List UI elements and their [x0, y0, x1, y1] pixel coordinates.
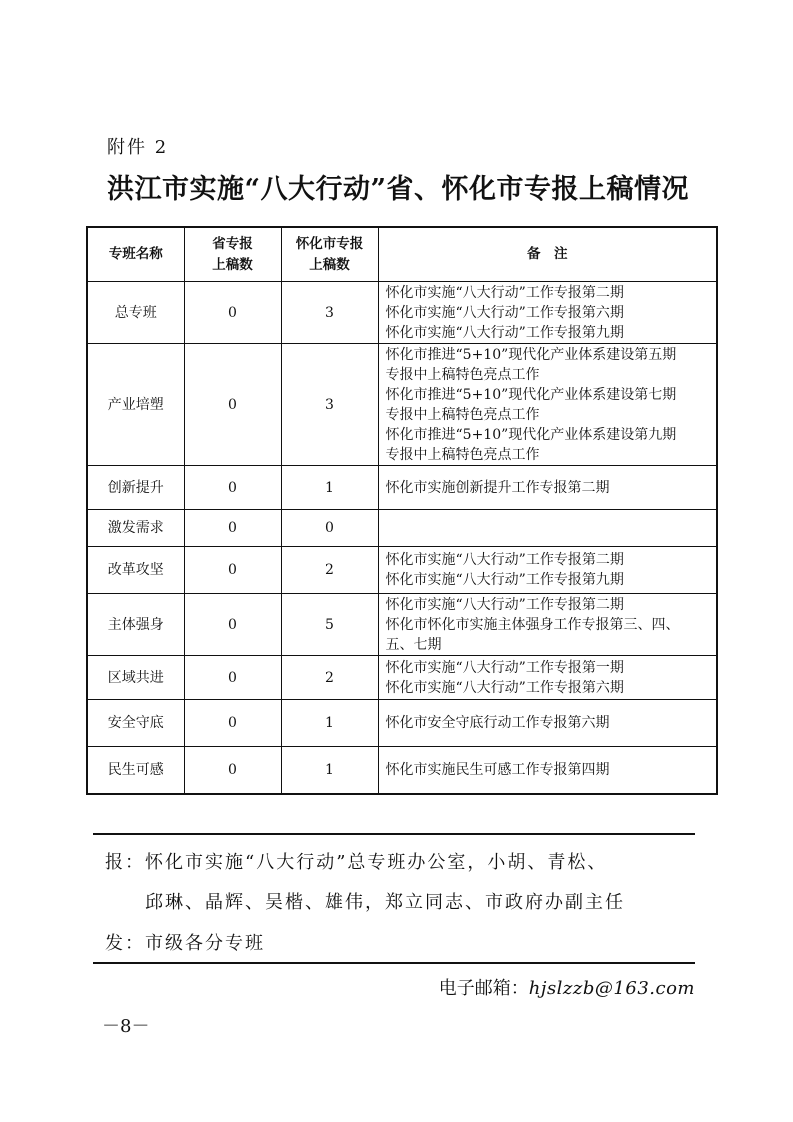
remark-line: 专报中上稿特色亮点工作	[385, 366, 540, 383]
header-huaihua-line2: 上稿数	[309, 256, 350, 273]
remark-line: 怀化市实施创新提升工作专报第二期	[385, 479, 610, 496]
send-line: 发：市级各分专班	[105, 933, 265, 954]
cell-remarks	[378, 656, 717, 700]
email-address: hjslzzb@163.com	[528, 978, 695, 999]
cell-remarks	[378, 282, 717, 344]
cell-huaihua-count: 0	[281, 510, 378, 547]
remark-line: 怀化市怀化市实施主体强身工作专报第三、四、	[385, 616, 680, 633]
remark-line: 怀化市实施“八大行动”工作专报第六期	[385, 304, 624, 321]
header-team-name: 专班名称	[87, 227, 184, 282]
remark-line: 五、七期	[385, 636, 442, 653]
table-row	[87, 510, 717, 547]
bottom-divider	[93, 962, 695, 964]
cell-team-name: 创新提升	[87, 466, 184, 510]
table-row	[87, 282, 717, 344]
cell-huaihua-count: 1	[281, 466, 378, 510]
report-line-2: 邱琳、晶辉、吴楷、雄伟，郑立同志、市政府办副主任	[145, 892, 625, 913]
cell-huaihua-count: 2	[281, 656, 378, 700]
table-row	[87, 344, 717, 466]
cell-huaihua-count: 1	[281, 700, 378, 747]
table-row	[87, 656, 717, 700]
cell-province-count: 0	[184, 510, 281, 547]
header-province-line2: 上稿数	[212, 256, 253, 273]
header-province-count	[184, 227, 281, 282]
cell-province-count: 0	[184, 344, 281, 466]
remark-line: 怀化市实施民生可感工作专报第四期	[385, 761, 610, 778]
cell-remarks	[378, 510, 717, 547]
remark-line: 怀化市推进“5+10”现代化产业体系建设第七期	[385, 386, 677, 403]
table-row	[87, 700, 717, 747]
cell-team-name: 总专班	[87, 282, 184, 344]
remark-line: 怀化市实施“八大行动”工作专报第九期	[385, 324, 624, 341]
remark-line: 怀化市实施“八大行动”工作专报第一期	[385, 659, 624, 676]
email-label: 电子邮箱：	[438, 978, 529, 999]
table-body	[87, 282, 717, 794]
remark-line: 专报中上稿特色亮点工作	[385, 406, 540, 423]
page-title: 洪江市实施“八大行动”省、怀化市专报上稿情况	[107, 174, 690, 205]
remark-line: 专报中上稿特色亮点工作	[385, 446, 540, 463]
remark-line: 怀化市推进“5+10”现代化产业体系建设第九期	[385, 426, 677, 443]
cell-province-count: 0	[184, 656, 281, 700]
remark-line: 怀化市实施“八大行动”工作专报第二期	[385, 284, 624, 301]
page-number: －8－	[102, 1016, 150, 1037]
header-huaihua-line1: 怀化市专报	[295, 235, 364, 252]
cell-team-name: 安全守底	[87, 700, 184, 747]
cell-team-name: 产业培塑	[87, 344, 184, 466]
table-row	[87, 466, 717, 510]
cell-province-count: 0	[184, 594, 281, 656]
cell-team-name: 民生可感	[87, 747, 184, 794]
cell-remarks	[378, 700, 717, 747]
cell-huaihua-count: 2	[281, 547, 378, 594]
cell-team-name: 主体强身	[87, 594, 184, 656]
cell-province-count: 0	[184, 700, 281, 747]
cell-team-name: 区域共进	[87, 656, 184, 700]
report-table	[86, 226, 718, 795]
cell-remarks	[378, 344, 717, 466]
cell-huaihua-count: 3	[281, 282, 378, 344]
remark-line: 怀化市实施“八大行动”工作专报第六期	[385, 679, 624, 696]
top-divider	[93, 833, 695, 835]
cell-huaihua-count: 3	[281, 344, 378, 466]
table-row	[87, 747, 717, 794]
cell-huaihua-count: 5	[281, 594, 378, 656]
remark-line: 怀化市实施“八大行动”工作专报第二期	[385, 596, 624, 613]
cell-province-count: 0	[184, 747, 281, 794]
remark-line: 怀化市实施“八大行动”工作专报第九期	[385, 572, 624, 588]
cell-province-count: 0	[184, 282, 281, 344]
remark-line: 怀化市推进“5+10”现代化产业体系建设第五期	[385, 346, 677, 363]
email-block	[439, 974, 695, 1000]
report-line-1: 报：怀化市实施“八大行动”总专班办公室，小胡、青松、	[105, 852, 608, 873]
remark-line: 怀化市实施“八大行动”工作专报第二期	[385, 552, 624, 568]
cell-remarks	[378, 594, 717, 656]
header-remarks: 备 注	[378, 227, 717, 282]
cell-remarks	[378, 466, 717, 510]
cell-province-count: 0	[184, 466, 281, 510]
cell-remarks	[378, 547, 717, 594]
table-header-row	[87, 227, 717, 282]
table-row	[87, 594, 717, 656]
cell-huaihua-count: 1	[281, 747, 378, 794]
header-huaihua-count	[281, 227, 378, 282]
attachment-label: 附件 2	[107, 137, 169, 158]
remark-line: 怀化市安全守底行动工作专报第六期	[385, 715, 610, 731]
header-province-line1: 省专报	[212, 235, 253, 252]
cell-province-count: 0	[184, 547, 281, 594]
cell-remarks	[378, 747, 717, 794]
cell-team-name: 激发需求	[87, 510, 184, 547]
cell-team-name: 改革攻坚	[87, 547, 184, 594]
table-row	[87, 547, 717, 594]
